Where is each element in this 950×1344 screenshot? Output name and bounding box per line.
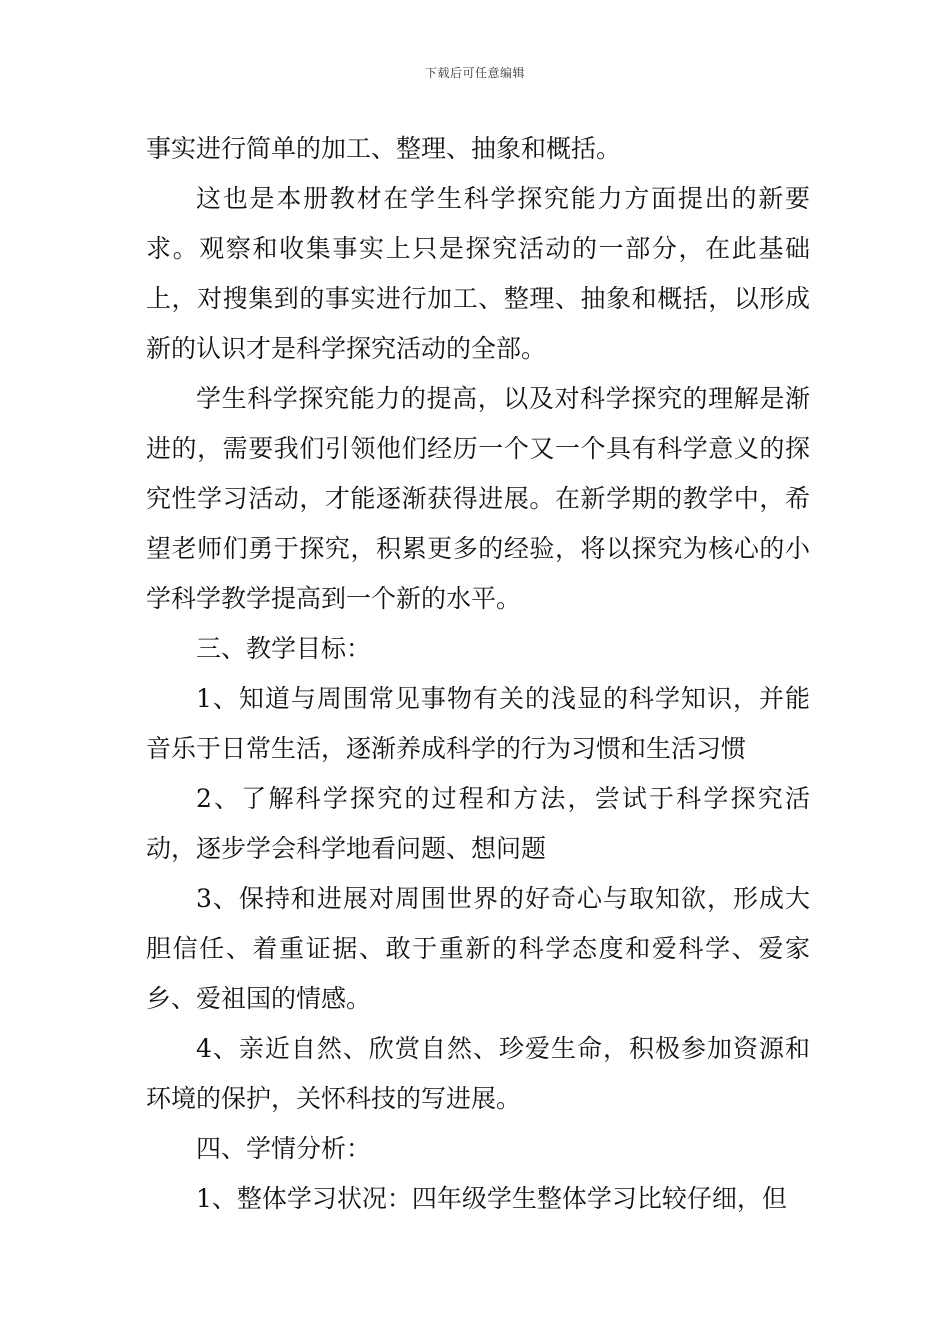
paragraph: 学生科学探究能力的提高，以及对科学探究的理解是渐进的，需要我们引领他们经历一个又一个具有科学意义的探究性学习活动，才能逐渐获得进展。在新学期的教学中，希望老师们勇于探究，积累更多的经验，将以探究为核心的小学科学教学提高到一个新的水平。 [146,384,810,613]
paragraph: 事实进行简单的加工、整理、抽象和概括。 [146,134,622,163]
list-item: 3、保持和进展对周围世界的好奇心与取知欲，形成大胆信任、着重证据、敢于重新的科学态度和爱科学、爱家乡、爱祖国的情感。 [146,884,810,1013]
section-heading: 三、教学目标： [196,634,372,663]
document-body [146,124,810,1224]
list-item: 2、了解科学探究的过程和方法，尝试于科学探究活动，逐步学会科学地看问题、想问题 [146,784,810,863]
list-item: 4、亲近自然、欣赏自然、珍爱生命，积极参加资源和环境的保护，关怀科技的写进展。 [146,1034,810,1113]
list-item: 1、整体学习状况：四年级学生整体学习比较仔细，但 [196,1184,787,1213]
list-item: 1、知道与周围常见事物有关的浅显的科学知识，并能音乐于日常生活，逐渐养成科学的行为习惯和生活习惯 [146,684,810,763]
section-heading: 四、学情分析： [196,1134,372,1163]
paragraph: 这也是本册教材在学生科学探究能力方面提出的新要求。观察和收集事实上只是探究活动的一部分，在此基础上，对搜集到的事实进行加工、整理、抽象和概括，以形成新的认识才是科学探究活动的全部。 [146,184,810,363]
page-header-note: 下载后可任意编辑 [424,66,525,80]
